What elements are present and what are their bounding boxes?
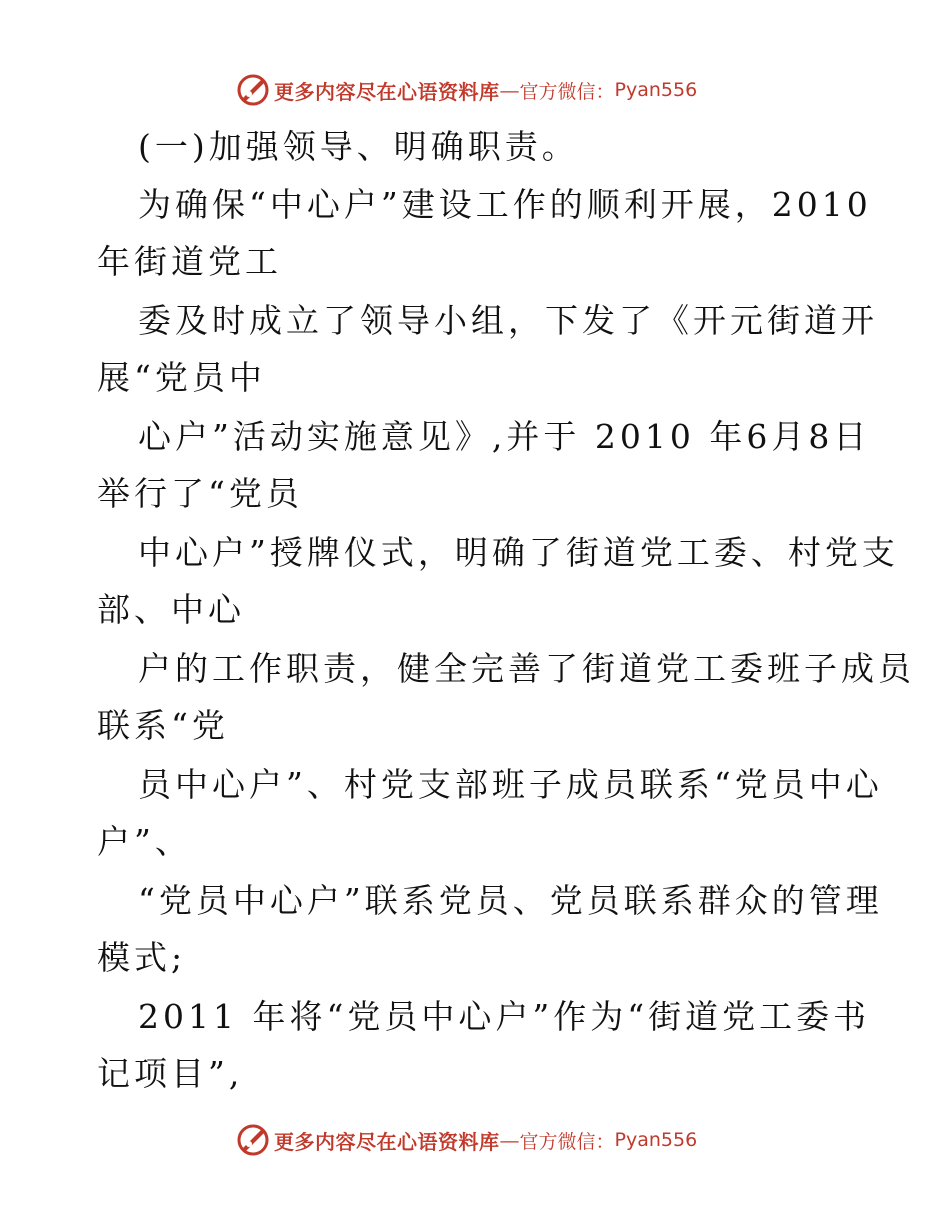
paragraph-line: 模式; (97, 938, 187, 977)
heading-line: (一)加强领导、明确职责。 (138, 127, 579, 166)
logo-icon (236, 1123, 270, 1157)
paragraph-line: 年街道党工 (97, 242, 282, 281)
paragraph-line: 员中心户”、村党支部班子成员联系“党员中心 (138, 765, 883, 804)
paragraph-line: 委及时成立了领导小组，下发了《开元街道开 (138, 301, 878, 340)
paragraph-line: 2011 年将“党员中心户”作为“街道党工委书 (138, 997, 871, 1036)
paragraph-line: 部、中心 (97, 590, 245, 629)
paragraph-line: 举行了“党员 (97, 474, 303, 513)
paragraph-line: 中心户”授牌仪式，明确了街道党工委、村党支 (138, 533, 899, 572)
paragraph-line: 记项目”, (97, 1054, 244, 1093)
paragraph-line: 联系“党 (97, 706, 229, 745)
watermark-footer (236, 1123, 697, 1157)
paragraph-line: 为确保“中心户”建设工作的顺利开展，2010 (138, 185, 872, 224)
watermark-sub-text: 官方微信： (519, 1130, 615, 1153)
watermark-id: Pyan556 (614, 1129, 698, 1151)
watermark-main-text: 更多内容尽在心语资料库 (274, 79, 500, 104)
watermark-header (236, 73, 697, 107)
watermark-main-text: 更多内容尽在心语资料库 (274, 1129, 500, 1154)
watermark-dash: — (499, 1128, 520, 1152)
paragraph-line: “党员中心户”联系党员、党员联系群众的管理 (138, 881, 883, 920)
logo-icon (236, 73, 270, 107)
paragraph-line: 户”、 (97, 822, 192, 861)
watermark-id: Pyan556 (614, 79, 698, 101)
paragraph-line: 展“党员中 (97, 358, 266, 397)
watermark-dash: — (499, 78, 520, 102)
paragraph-line: 户的工作职责，健全完善了街道党工委班子成员 (138, 649, 915, 688)
paragraph-line: 心户”活动实施意见》,并于 2010 年6月8日 (138, 417, 871, 456)
watermark-sub-text: 官方微信： (519, 80, 615, 103)
